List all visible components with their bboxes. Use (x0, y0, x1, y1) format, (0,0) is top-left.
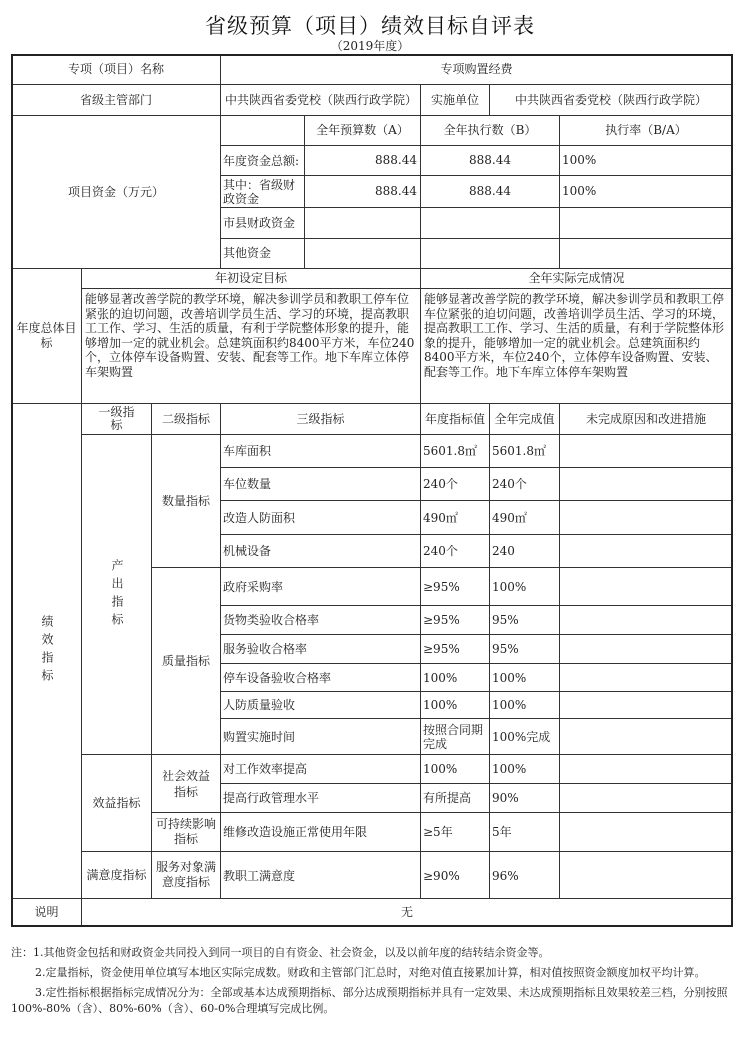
indicator-actual: 95% (489, 634, 560, 664)
indicator-actual: 96% (489, 851, 560, 900)
header-level3: 三级指标 (220, 403, 421, 435)
level2-social: 社会效益指标 (151, 754, 221, 813)
indicator-name: 人防质量验收 (220, 691, 421, 719)
header-actual: 全年完成值 (489, 403, 560, 435)
indicator-reason (559, 534, 733, 568)
level1-output-text: 产出指标 (110, 558, 124, 631)
dept-value: 中共陕西省委党校（陕西行政学院） (220, 84, 421, 116)
funds-row-budget: 888.44 (304, 175, 421, 208)
funds-row-budget: 888.44 (304, 145, 421, 176)
goals-actual-header: 全年实际完成情况 (420, 268, 733, 289)
funds-row-rate: 100% (559, 175, 733, 208)
indicator-actual: 490㎡ (489, 500, 560, 535)
project-name-label: 专项（项目）名称 (11, 54, 221, 85)
indicator-reason (559, 605, 733, 635)
page-subtitle: （2019年度） (330, 39, 410, 53)
indicator-reason (559, 783, 733, 813)
funds-col-rate: 执行率（B/A） (559, 115, 733, 146)
notes (11, 945, 733, 1021)
level1-satisfaction: 满意度指标 (81, 851, 152, 899)
indicator-reason (559, 691, 733, 719)
indicator-target: 5601.8㎡ (420, 434, 490, 468)
indicator-reason (559, 467, 733, 501)
indicator-name: 服务验收合格率 (220, 634, 421, 664)
indicator-name: 货物类验收合格率 (220, 605, 421, 635)
funds-row-executed: 888.44 (420, 145, 560, 176)
indicator-target: 有所提高 (420, 783, 490, 813)
level1-benefit: 效益指标 (81, 754, 152, 852)
funds-row-label: 其他资金 (220, 238, 305, 269)
indicator-name: 车位数量 (220, 467, 421, 501)
funds-row-budget (304, 238, 421, 269)
funds-row-label: 市县财政资金 (220, 207, 305, 239)
header-target: 年度指标值 (420, 403, 490, 435)
indicator-target: 100% (420, 754, 490, 784)
level2-sustainable: 可持续影响指标 (151, 812, 221, 852)
funds-row-rate (559, 207, 733, 239)
indicator-reason (559, 812, 733, 852)
indicator-name: 机械设备 (220, 534, 421, 568)
indicator-name: 教职工满意度 (220, 851, 421, 900)
goals-planned-text: 能够显著改善学院的教学环境，解决参训学员和教职工停车位紧张的迫切问题，改善培训学员生活、学习的环境，提高教职工工作、学习、生活的质量，有利于学院整体形象的提升，能够增加一定的就业机会。总建筑面积约8400平方米，车位240个，立体停车设备购置、安装、配套等工作。地下车库立体停车架购置 (81, 288, 421, 404)
indicator-name: 政府采购率 (220, 567, 421, 606)
indicator-reason (559, 663, 733, 692)
indicator-reason (559, 634, 733, 664)
indicator-reason (559, 851, 733, 900)
level1-output (81, 434, 152, 755)
indicator-target: 240个 (420, 467, 490, 501)
header-reason: 未完成原因和改进措施 (559, 403, 733, 435)
impl-value: 中共陕西省委党校（陕西行政学院） (489, 84, 733, 116)
note-3: 3.定性指标根据指标完成情况分为：全部或基本达成预期指标、部分达成预期指标并具有一定效果、未达成预期指标且效果较差三档，分别按照100%-80%（含）、80%-60%（含）、60-0%合理填写完成比例。 (11, 986, 728, 1015)
funds-corner (220, 115, 305, 146)
goals-label: 年度总体目标 (11, 268, 82, 404)
indicator-target: ≥90% (420, 851, 490, 900)
level2-service: 服务对象满意度指标 (151, 851, 221, 899)
goals-actual-text: 能够显著改善学院的教学环境，解决参训学员和教职工停车位紧张的迫切问题，改善培训学员生活、学习的环境，提高教职工工作、学习、生活的质量，有利于学院整体形象的提升，能够增加一定的就业机会。总建筑面积约8400平方米，车位240个，立体停车设备购置、安装、配套等工作。地下车库立体停车架购置 (420, 288, 733, 404)
page-title: 省级预算（项目）绩效目标自评表 (205, 14, 535, 38)
indicator-reason (559, 434, 733, 468)
indicator-actual: 240 (489, 534, 560, 568)
indicator-target: 490㎡ (420, 500, 490, 535)
funds-row-label: 其中：省级财政资金 (220, 175, 305, 208)
note-1: 注：1.其他资金包括和财政资金共同投入到同一项目的自有资金、社会资金，以及以前年度的结转结余资金等。 (11, 946, 550, 959)
funds-col-executed: 全年执行数（B） (420, 115, 560, 146)
indicator-actual: 240个 (489, 467, 560, 501)
indicator-reason (559, 718, 733, 755)
indicator-name: 提高行政管理水平 (220, 783, 421, 813)
performance-label-text: 绩效指标 (40, 615, 54, 687)
level2-quality: 质量指标 (151, 567, 221, 755)
indicator-actual: 100% (489, 663, 560, 692)
indicator-actual: 95% (489, 605, 560, 635)
indicator-actual: 100% (489, 567, 560, 606)
indicator-actual: 5601.8㎡ (489, 434, 560, 468)
funds-row-executed (420, 207, 560, 239)
indicator-reason (559, 500, 733, 535)
funds-row-rate: 100% (559, 145, 733, 176)
indicator-target: ≥95% (420, 567, 490, 606)
level2-quantity: 数量指标 (151, 434, 221, 568)
indicator-actual: 5年 (489, 812, 560, 852)
funds-label: 项目资金（万元） (11, 115, 221, 269)
indicator-actual: 100%完成 (489, 718, 560, 755)
indicator-target: ≥5年 (420, 812, 490, 852)
indicator-name: 维修改造设施正常使用年限 (220, 812, 421, 852)
indicator-reason (559, 567, 733, 606)
note-2: 2.定量指标，资金使用单位填写本地区实际完成数。财政和主管部门汇总时，对绝对值直接累加计算，相对值按照资金额度加权平均计算。 (35, 966, 706, 979)
indicator-actual: 100% (489, 754, 560, 784)
header-level1: 一级指标 (81, 403, 152, 435)
remark-label: 说明 (11, 898, 82, 927)
funds-row-rate (559, 238, 733, 269)
impl-label: 实施单位 (420, 84, 490, 116)
indicator-reason (559, 754, 733, 784)
performance-label (11, 403, 82, 899)
header-level2: 二级指标 (151, 403, 221, 435)
indicator-actual: 100% (489, 691, 560, 719)
indicator-target: 100% (420, 663, 490, 692)
indicator-name: 停车设备验收合格率 (220, 663, 421, 692)
indicator-target: ≥95% (420, 605, 490, 635)
indicator-target: ≥95% (420, 634, 490, 664)
indicator-actual: 90% (489, 783, 560, 813)
funds-col-budget: 全年预算数（A） (304, 115, 421, 146)
funds-row-executed (420, 238, 560, 269)
dept-label: 省级主管部门 (11, 84, 221, 116)
goals-planned-header: 年初设定目标 (81, 268, 421, 289)
indicator-target: 按照合同期完成 (420, 718, 490, 755)
indicator-target: 100% (420, 691, 490, 719)
indicator-name: 改造人防面积 (220, 500, 421, 535)
funds-row-label: 年度资金总额: (220, 145, 305, 176)
indicator-name: 购置实施时间 (220, 718, 421, 755)
funds-row-executed: 888.44 (420, 175, 560, 208)
project-name-value: 专项购置经费 (220, 54, 733, 85)
indicator-name: 车库面积 (220, 434, 421, 468)
funds-row-budget (304, 207, 421, 239)
remark-value: 无 (81, 898, 733, 927)
indicator-target: 240个 (420, 534, 490, 568)
indicator-name: 对工作效率提高 (220, 754, 421, 784)
